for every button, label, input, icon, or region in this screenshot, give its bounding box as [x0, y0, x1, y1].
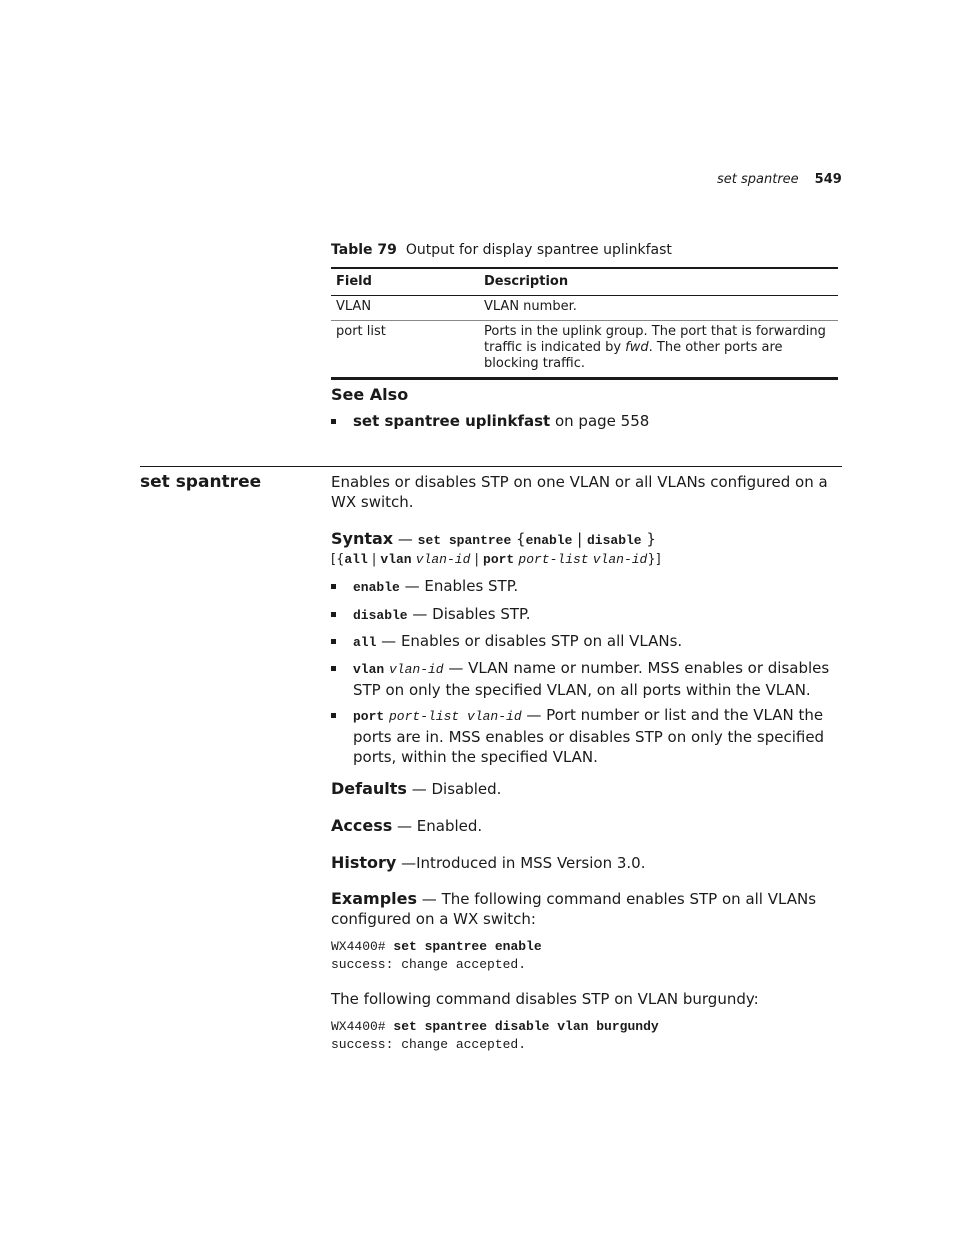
description-text: Ports in the uplink group. The port that is forwarding traffic is indicated by	[484, 324, 826, 355]
table-cell: port list	[331, 321, 479, 379]
bullet-icon	[331, 419, 336, 424]
code-output: success: change accepted.	[331, 1037, 527, 1052]
table-header-row	[331, 268, 838, 296]
section-intro: Enables or disables STP on one VLAN or all VLANs configured on a WX switch.	[331, 473, 828, 511]
syntax-argument: vlan-id	[415, 552, 471, 567]
examples-between: The following command disables STP on VLAN burgundy:	[331, 990, 759, 1008]
code-prompt: WX4400#	[331, 1019, 394, 1034]
defaults-label: Defaults	[331, 779, 407, 798]
param-item	[331, 658, 841, 700]
syntax-pipe: |	[572, 530, 587, 548]
param-description: — Enables STP.	[399, 577, 519, 595]
param-keyword: all	[353, 635, 377, 650]
syntax-keyword: port	[483, 552, 515, 567]
output-table	[331, 267, 838, 380]
syntax-argument: port-list	[518, 552, 589, 567]
param-description: — Port number or list and the VLAN the ports are in. MSS enables or disables STP on only the specified ports, within the specified VLAN.	[353, 706, 825, 766]
syntax-pipe: |	[367, 552, 381, 567]
examples-label: Examples	[331, 889, 418, 908]
access-line	[331, 816, 841, 836]
param-keyword: disable	[353, 608, 408, 623]
running-header-title: set spantree	[717, 172, 799, 187]
bullet-icon	[331, 713, 336, 718]
bullet-icon	[331, 584, 336, 589]
param-keyword: enable	[353, 580, 400, 595]
page-number: 549	[814, 172, 842, 187]
history-text: —Introduced in MSS Version 3.0.	[396, 854, 646, 872]
syntax-brace: {	[511, 530, 526, 548]
syntax-brace: }	[641, 530, 656, 548]
param-argument: port-list vlan-id	[389, 709, 522, 724]
table-cell: VLAN number.	[479, 296, 838, 321]
param-item	[331, 705, 841, 767]
syntax-bracket: [{	[331, 552, 345, 567]
running-header	[717, 172, 842, 187]
code-command: set spantree disable vlan burgundy	[393, 1019, 659, 1034]
syntax-line-2	[331, 550, 841, 570]
syntax-label: Syntax	[331, 529, 394, 548]
param-keyword: port	[353, 709, 385, 724]
bullet-icon	[331, 639, 336, 644]
section-title: set spantree	[140, 472, 262, 492]
description-emphasis: fwd	[625, 340, 649, 355]
syntax-keyword: disable	[587, 533, 642, 548]
bullet-icon	[331, 666, 336, 671]
access-label: Access	[331, 816, 393, 835]
code-example-2	[331, 1018, 659, 1054]
param-item	[331, 631, 841, 653]
defaults-text: — Disabled.	[406, 780, 502, 798]
table-row	[331, 321, 838, 379]
access-text: — Enabled.	[392, 817, 483, 835]
bullet-icon	[331, 612, 336, 617]
syntax-command: set spantree	[417, 533, 512, 548]
table-label: Table 79	[331, 242, 397, 258]
syntax-pipe: |	[470, 552, 484, 567]
table-cell: VLAN	[331, 296, 479, 321]
param-item	[331, 604, 841, 626]
table-row	[331, 296, 838, 321]
cross-reference-link[interactable]: set spantree uplinkfast	[353, 412, 551, 430]
table-cell	[479, 321, 838, 379]
cross-reference-suffix: on page 558	[550, 412, 650, 430]
syntax-keyword: all	[344, 552, 368, 567]
column-header: Field	[331, 268, 479, 296]
table-caption-text: Output for display spantree uplinkfast	[405, 242, 672, 258]
syntax-bracket: }]	[647, 552, 661, 567]
list-item	[331, 411, 841, 431]
table-caption	[331, 242, 672, 258]
history-line	[331, 853, 841, 873]
history-label: History	[331, 853, 397, 872]
see-also-heading: See Also	[331, 385, 409, 404]
syntax-keyword: vlan	[380, 552, 412, 567]
param-argument: vlan-id	[389, 662, 444, 677]
param-description: — Enables or disables STP on all VLANs.	[376, 632, 683, 650]
code-output: success: change accepted.	[331, 957, 527, 972]
examples-intro	[331, 889, 841, 929]
dash: —	[393, 530, 418, 548]
defaults-line	[331, 779, 841, 799]
param-description: — VLAN name or number. MSS enables or disables STP on only the specified VLAN, on all ports within the VLAN.	[353, 659, 830, 699]
syntax-keyword: enable	[525, 533, 573, 548]
section-divider	[140, 466, 842, 467]
examples-text: — The following command enables STP on all VLANs configured on a WX switch:	[331, 890, 817, 928]
description-text: . The other ports are blocking traffic.	[484, 340, 783, 371]
param-keyword: vlan	[353, 662, 385, 677]
syntax-line	[331, 529, 841, 551]
code-example-1	[331, 938, 542, 974]
param-item	[331, 576, 841, 598]
code-prompt: WX4400#	[331, 939, 394, 954]
code-command: set spantree enable	[393, 939, 542, 954]
param-description: — Disables STP.	[407, 605, 531, 623]
column-header: Description	[479, 268, 838, 296]
syntax-argument: vlan-id	[592, 552, 648, 567]
